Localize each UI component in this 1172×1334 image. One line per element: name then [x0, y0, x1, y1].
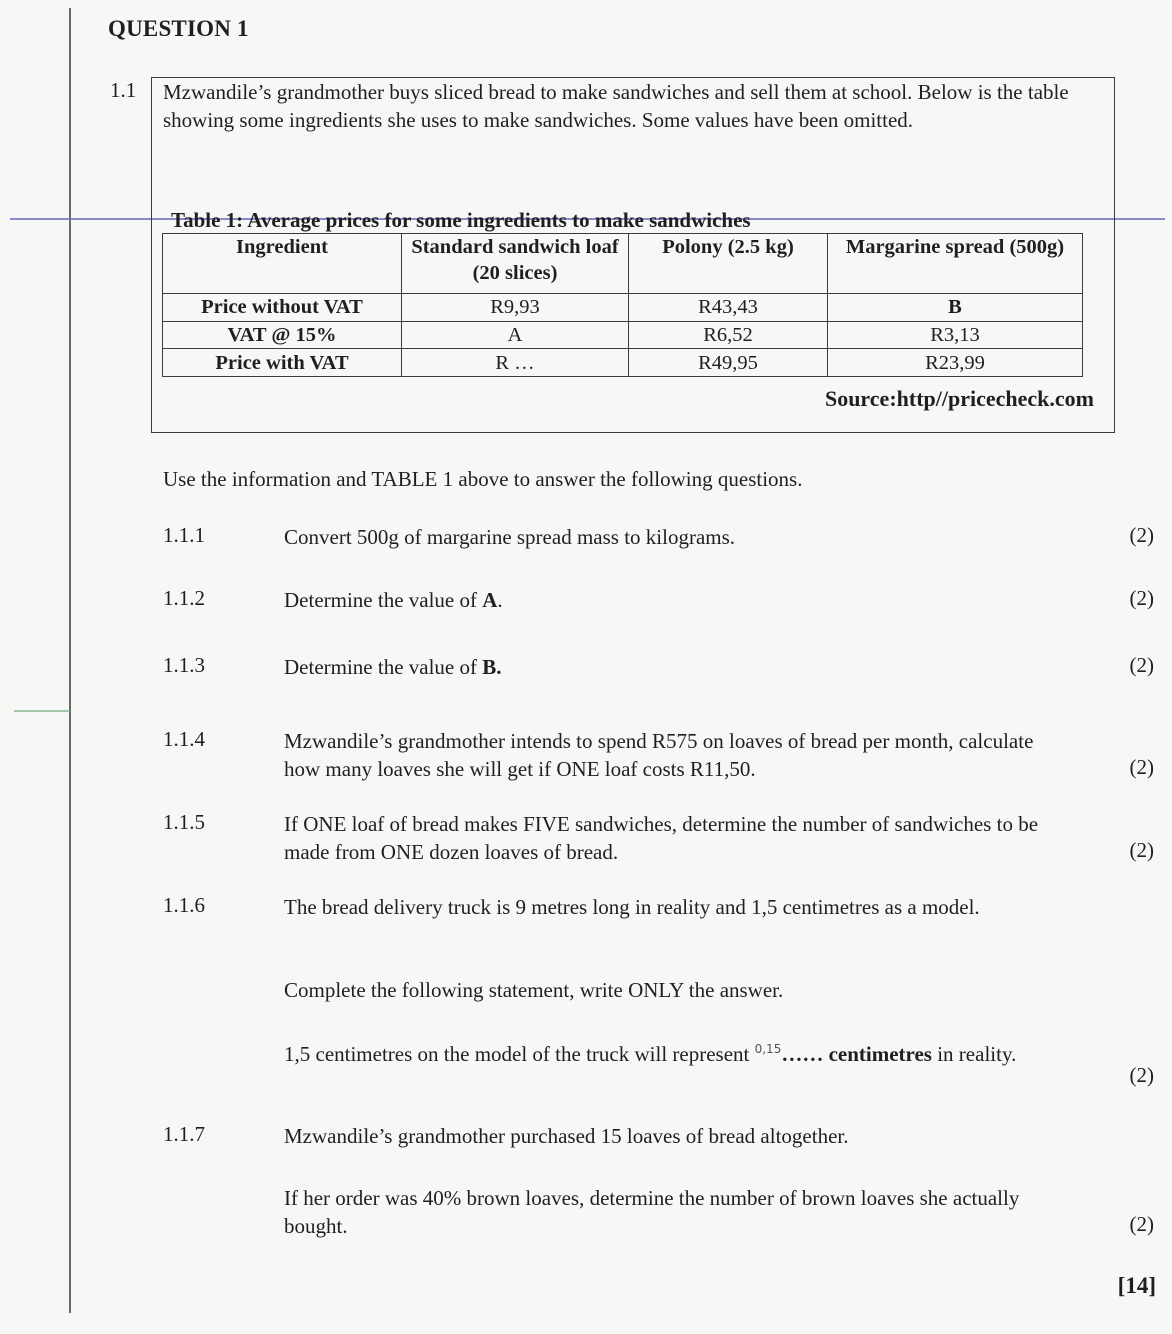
total-marks: [14] [1117, 1273, 1156, 1298]
table-cell: Price without VAT [163, 294, 402, 322]
question-number: 1.1.5 [163, 810, 205, 834]
table-cell: B [828, 294, 1083, 322]
question-text: Convert 500g of margarine spread mass to kilograms. [284, 525, 736, 549]
question-number: 1.1.2 [163, 586, 205, 610]
question-marks: (2) [1129, 653, 1154, 677]
table-header: Ingredient [163, 234, 402, 294]
question-number: 1.1.1 [163, 523, 205, 547]
table-cell: VAT @ 15% [163, 321, 402, 349]
question-marks: (2) [1129, 586, 1154, 610]
table-row [163, 349, 1083, 377]
question-subtext: If her order was 40% brown loaves, determine the number of brown loaves she actually bought. [284, 1186, 1020, 1238]
bold-term: …… centimetres [781, 1042, 932, 1066]
table-header: Polony (2.5 kg) [629, 234, 828, 294]
question-text: Mzwandile’s grandmother intends to spend R575 on loaves of bread per month, calculate how many loaves she will get if ONE loaf costs R11,50. [284, 729, 1034, 781]
question-marks: (2) [1129, 755, 1154, 779]
question-text: Determine the value of B. [284, 655, 502, 679]
question-marks: (2) [1129, 1212, 1154, 1236]
question-marks: (2) [1129, 838, 1154, 862]
bold-term: B. [482, 655, 502, 679]
question-subtext: Complete the following statement, write ONLY the answer. [284, 978, 784, 1002]
table-cell: R9,93 [402, 294, 629, 322]
question-statement: 1,5 centimetres on the model of the truck will represent $^{0,15}$…… centimetres in reality. [284, 1042, 1017, 1066]
table-cell: R6,52 [629, 321, 828, 349]
table-cell: R … [402, 349, 629, 377]
table-source: Source:http//pricecheck.com [824, 386, 1094, 411]
question-text: If ONE loaf of bread makes FIVE sandwiches, determine the number of sandwiches to be made from ONE dozen loaves of bread. [284, 812, 1039, 864]
table-cell: Price with VAT [163, 349, 402, 377]
table-cell: R49,95 [629, 349, 828, 377]
margin-line [69, 8, 71, 1313]
handwritten-answer: 0,15 [754, 1042, 782, 1056]
table-row [163, 294, 1083, 322]
question-number: 1.1.3 [163, 653, 205, 677]
question-heading: QUESTION 1 [108, 16, 249, 41]
question-number-1-1: 1.1 [110, 78, 137, 102]
ingredients-table [162, 233, 1083, 377]
question-marks: (2) [1129, 1063, 1154, 1087]
table-caption: Table 1: Average prices for some ingredients to make sandwiches [171, 208, 751, 232]
question-number: 1.1.6 [163, 893, 205, 917]
question-marks: (2) [1129, 523, 1154, 547]
instruction-text: Use the information and TABLE 1 above to answer the following questions. [163, 467, 803, 491]
pen-mark-line-short [14, 710, 70, 712]
question-text: The bread delivery truck is 9 metres long in reality and 1,5 centimetres as a model. [284, 895, 980, 919]
context-intro: Mzwandile’s grandmother buys sliced bread to make sandwiches and sell them at school. Below is the table showing some ingredients she uses to make sandwiches. Some values have been omitted. [163, 80, 1069, 132]
table-cell: R23,99 [828, 349, 1083, 377]
table-row [163, 321, 1083, 349]
question-number: 1.1.7 [163, 1122, 205, 1146]
table-cell: A [402, 321, 629, 349]
question-text: Mzwandile’s grandmother purchased 15 loaves of bread altogether. [284, 1124, 849, 1148]
table-header: Standard sandwich loaf (20 slices) [402, 234, 629, 294]
question-number: 1.1.4 [163, 727, 205, 751]
table-cell: R43,43 [629, 294, 828, 322]
table-header: Margarine spread (500g) [828, 234, 1083, 294]
table-cell: R3,13 [828, 321, 1083, 349]
question-text: Determine the value of A. [284, 588, 503, 612]
bold-term: A [482, 588, 498, 612]
